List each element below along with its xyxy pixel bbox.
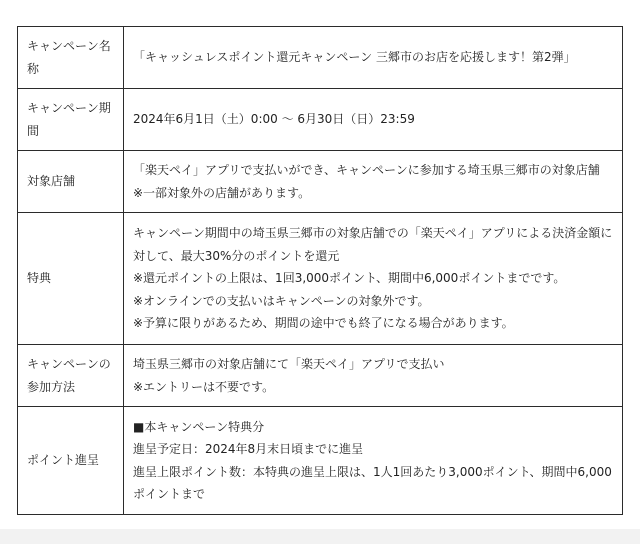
row-value [124,407,623,515]
value-line: 2024年6月1日（土）0:00 〜 6月30日（日）23:59 [133,112,415,127]
row-label: 対象店舗 [18,151,124,213]
table-row-campaign-name [18,27,623,89]
value-line: キャンペーン期間中の埼玉県三郷市の対象店舗での「楽天ペイ」アプリによる決済金額に対して、最大30%分のポイントを還元 [133,226,613,263]
value-line: 「キャッシュレスポイント還元キャンペーン 三郷市のお店を応援します！第2弾」 [133,50,576,65]
table-row-point-grant [18,407,623,515]
value-line: ※オンラインでの支払いはキャンペーンの対象外です。 [133,293,430,308]
row-label: キャンペーンの参加方法 [18,345,124,407]
row-label: キャンペーン名称 [18,27,124,89]
value-line: 「楽天ペイ」アプリで支払いができ、キャンペーンに参加する埼玉県三郷市の対象店舗 [133,163,600,177]
table-row-how-to-participate [18,345,623,407]
row-value [124,27,623,89]
row-value [124,213,623,345]
value-line: 埼玉県三郷市の対象店舗にて「楽天ペイ」アプリで支払い [133,357,445,371]
value-line: ※エントリーは不要です。 [133,379,275,394]
value-line: ※予算に限りがあるため、期間の途中でも終了になる場合があります。 [133,316,514,331]
table-row-campaign-period [18,89,623,151]
row-label: ポイント進呈 [18,407,124,515]
value-line: 進呈予定日：2024年8月末日頃までに進呈 [133,442,364,456]
value-line: ■本キャンペーン特典分 [133,419,265,434]
row-value [124,345,623,407]
row-value [124,151,623,213]
row-label: 特典 [18,213,124,345]
row-value [124,89,623,151]
table-row-benefits [18,213,623,345]
row-label: キャンペーン期間 [18,89,124,151]
value-line: 進呈上限ポイント数：本特典の進呈上限は、1人1回あたり3,000ポイント、期間中6,000ポイントまで [133,464,612,501]
value-line: ※一部対象外の店舗があります。 [133,185,311,200]
value-line: ※還元ポイントの上限は、1回3,000ポイント、期間中6,000ポイントまでです。 [133,271,566,286]
table-row-target-stores [18,151,623,213]
campaign-info-table [17,26,623,515]
